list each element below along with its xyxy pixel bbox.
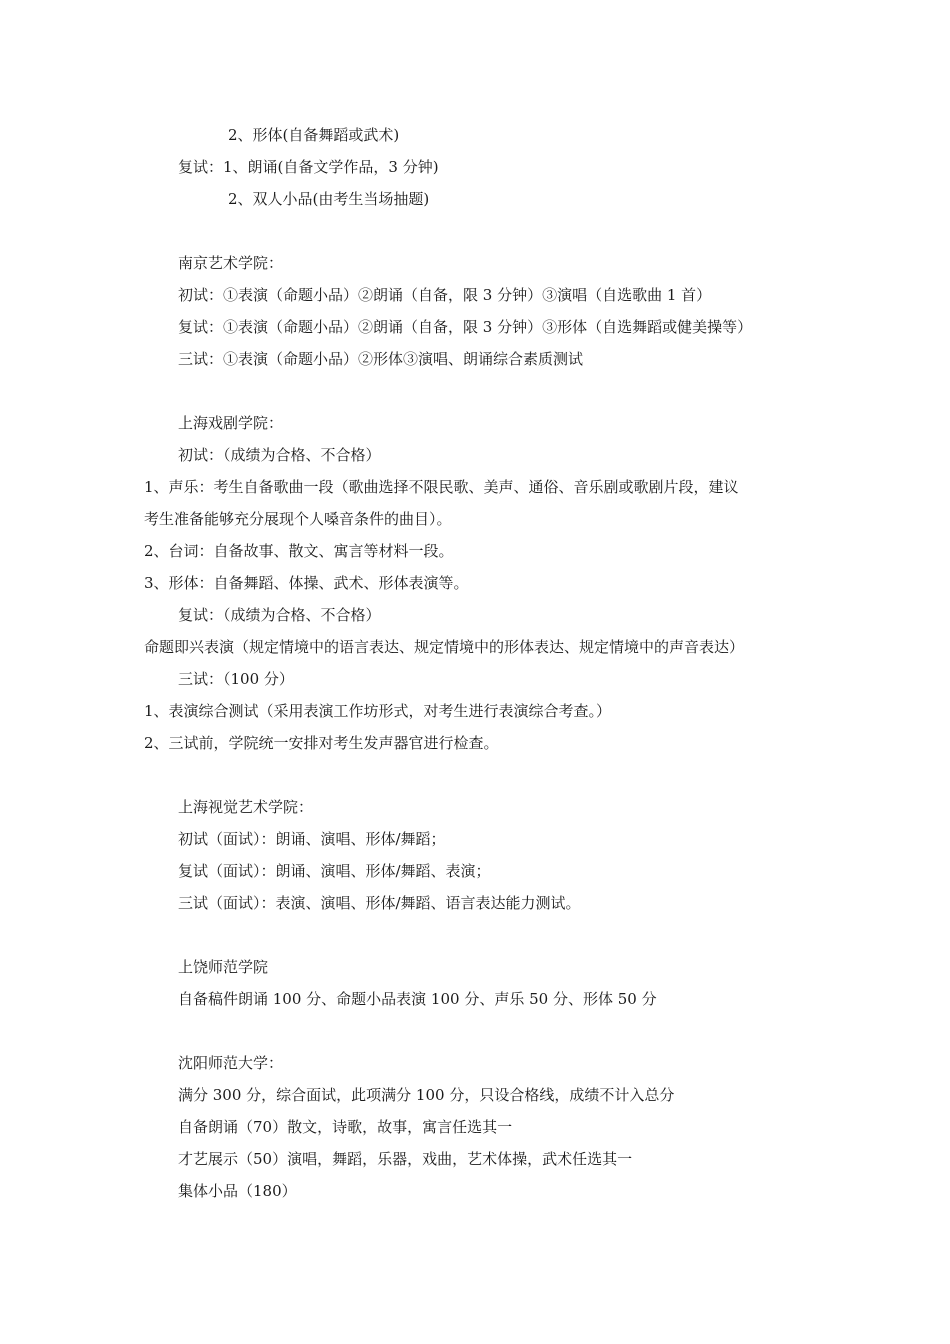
text-line: 1、表演综合测试（采用表演工作坊形式，对考生进行表演综合考查。）	[144, 702, 612, 720]
text-line: 三试（面试）：表演、演唱、形体/舞蹈、语言表达能力测试。	[178, 894, 581, 912]
section-heading: 上海视觉艺术学院：	[178, 798, 314, 816]
text-line: 三试：①表演（命题小品）②形体③演唱、朗诵综合素质测试	[178, 350, 584, 368]
text-line: 初试（面试）：朗诵、演唱、形体/舞蹈；	[178, 830, 446, 848]
text-line: 2、台词：自备故事、散文、寓言等材料一段。	[144, 542, 454, 560]
section-heading: 南京艺术学院：	[178, 254, 284, 272]
text-line: 初试：（成绩为合格、不合格）	[178, 446, 381, 464]
section-heading: 上海戏剧学院：	[178, 414, 284, 432]
text-line: 1、声乐：考生自备歌曲一段（歌曲选择不限民歌、美声、通俗、音乐剧或歌剧片段，建议	[144, 478, 739, 496]
text-line: 才艺展示（50）演唱，舞蹈，乐器，戏曲，艺术体操，武术任选其一	[178, 1150, 633, 1168]
text-line: 2、三试前，学院统一安排对考生发声器官进行检查。	[144, 734, 499, 752]
text-line: 命题即兴表演（规定情境中的语言表达、规定情境中的形体表达、规定情境中的声音表达）	[144, 638, 745, 656]
section-heading: 上饶师范学院	[178, 958, 269, 976]
text-line: 集体小品（180）	[178, 1182, 297, 1200]
text-line: 复试：①表演（命题小品）②朗诵（自备，限 3 分钟）③形体（自选舞蹈或健美操等）	[178, 318, 753, 336]
text-line: 满分 300 分，综合面试，此项满分 100 分，只设合格线，成绩不计入总分	[178, 1086, 675, 1104]
section-heading: 沈阳师范大学：	[178, 1054, 284, 1072]
text-line: 自备稿件朗诵 100 分、命题小品表演 100 分、声乐 50 分、形体 50 分	[178, 990, 657, 1008]
text-line: 2、双人小品(由考生当场抽题)	[228, 190, 430, 208]
text-line: 2、形体(自备舞蹈或武术)	[228, 126, 400, 144]
text-line: 复试：（成绩为合格、不合格）	[178, 606, 381, 624]
text-line: 初试：①表演（命题小品）②朗诵（自备，限 3 分钟）③演唱（自选歌曲 1 首）	[178, 286, 712, 304]
text-line: 3、形体：自备舞蹈、体操、武术、形体表演等。	[144, 574, 469, 592]
text-line: 复试：1、朗诵(自备文学作品，3 分钟)	[178, 158, 439, 176]
text-line: 复试（面试）：朗诵、演唱、形体/舞蹈、表演；	[178, 862, 491, 880]
text-line: 自备朗诵（70）散文，诗歌，故事，寓言任选其一	[178, 1118, 513, 1136]
text-line: 三试：（100 分）	[178, 670, 294, 688]
text-line: 考生准备能够充分展现个人嗓音条件的曲目）。	[144, 510, 452, 528]
